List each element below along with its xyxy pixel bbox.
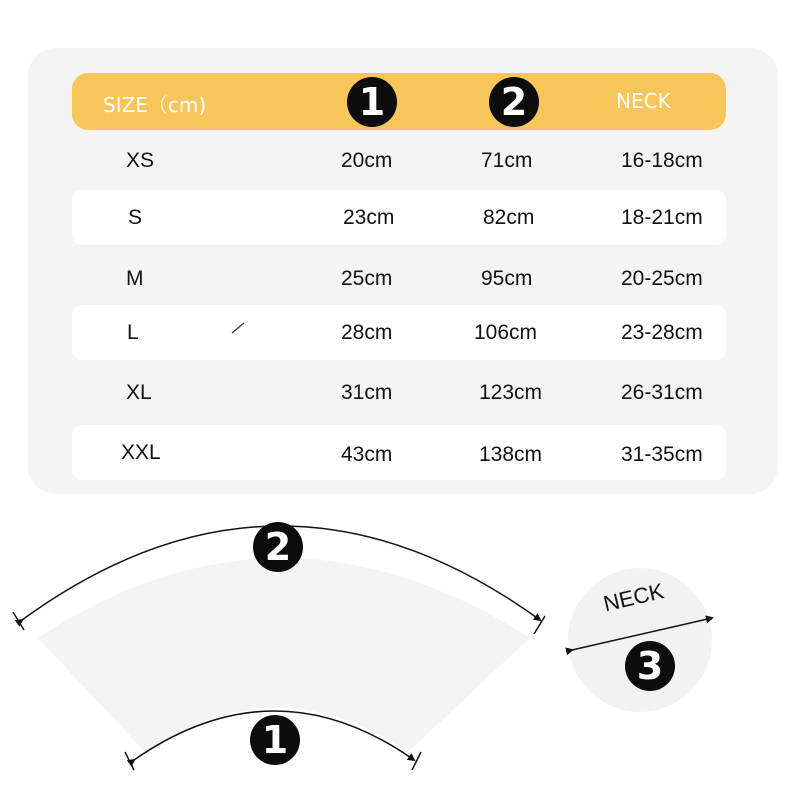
measure-2-cell: 82cm [483,206,535,229]
neck-cell: 16-18cm [621,149,703,172]
neck-diagram-label: NECK [601,578,667,617]
size-column-header: SIZE（cm) [103,93,207,117]
size-cell: XXL [121,441,161,464]
inner-length-marker: 1 [250,715,300,765]
neck-cell: 23-28cm [621,321,703,344]
measure-1-cell: 43cm [341,443,393,466]
measure-2-cell: 106cm [474,321,538,344]
measure-1-cell: 20cm [341,149,393,172]
neck-cell: 26-31cm [621,381,703,404]
measure-2-cell: 95cm [481,267,533,290]
size-cell: L [127,321,139,344]
measure-1-cell: 28cm [341,321,393,344]
neck-cell: 20-25cm [621,267,703,290]
measure-2-cell: 138cm [479,443,543,466]
column-1-marker: 1 [347,77,397,127]
size-cell: M [126,267,144,290]
measure-2-cell: 71cm [481,149,533,172]
measure-2-cell: 123cm [479,381,543,404]
measure-1-cell: 23cm [343,206,395,229]
column-2-marker: 2 [489,77,539,127]
neck-cell: 31-35cm [621,443,703,466]
neck-marker: 3 [625,641,675,691]
measure-1-cell: 25cm [341,267,393,290]
measure-1-cell: 31cm [341,381,393,404]
neck-cell: 18-21cm [621,206,703,229]
size-cell: XL [126,381,152,404]
neck-column-header: NECK [616,89,671,113]
outer-length-marker: 2 [253,522,303,572]
size-cell: XS [126,149,155,172]
size-cell: S [128,206,143,229]
